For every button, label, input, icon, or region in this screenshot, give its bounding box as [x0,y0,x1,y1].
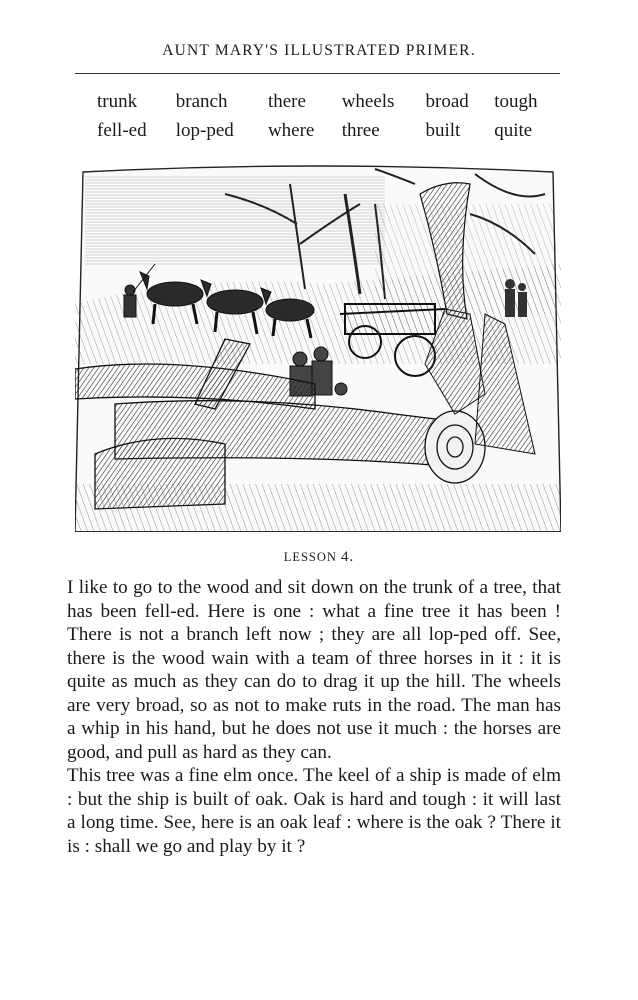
vocab-word: quite [494,120,533,141]
vocabulary-row [97,119,563,148]
lesson-text [67,576,561,858]
vocabulary-table [97,90,563,148]
vocabulary-row [97,90,563,119]
lesson-label: LESSON [283,550,337,564]
vocab-word: built [425,120,461,141]
vocab-word: tough [494,91,538,112]
running-header: AUNT MARY'S ILLUSTRATED PRIMER. [162,42,476,59]
vocab-word: trunk [97,91,138,112]
vocab-word: there [267,91,306,112]
vocab-word: fell-ed [97,120,147,141]
vocab-word: broad [425,91,469,112]
header-rule [75,73,560,74]
lesson-heading [0,549,638,566]
vocab-word: wheels [341,91,395,112]
lesson-number: 4. [341,549,355,565]
vocab-word: where [267,120,315,141]
vocab-word: lop-ped [175,120,234,141]
paragraph: This tree was a fine elm once. The keel of a ship is made of elm : but the ship is built of oak. Oak is hard and tough : it will last a long time. See, here is an oak leaf : where is the oak ? There it is : shall we go and play by it ? [67,765,561,857]
vocab-word: three [341,120,380,141]
vocab-word: branch [175,91,228,112]
woodcut-illustration [75,164,561,532]
paragraph: I like to go to the wood and sit down on the trunk of a tree, that has been fell-ed. Here is one : what a fine tree it has been ! There is not a branch left now ; they are all lop-ped off. See, there is the wood wain with a team of three horses in it : it is quite as much as they can do to drag it up the hill. The wheels are very broad, so as not to make ruts in the road. The man has a whip in his hand, but he does not use it much : the horses are good, and pull as hard as they can. [67,577,561,763]
